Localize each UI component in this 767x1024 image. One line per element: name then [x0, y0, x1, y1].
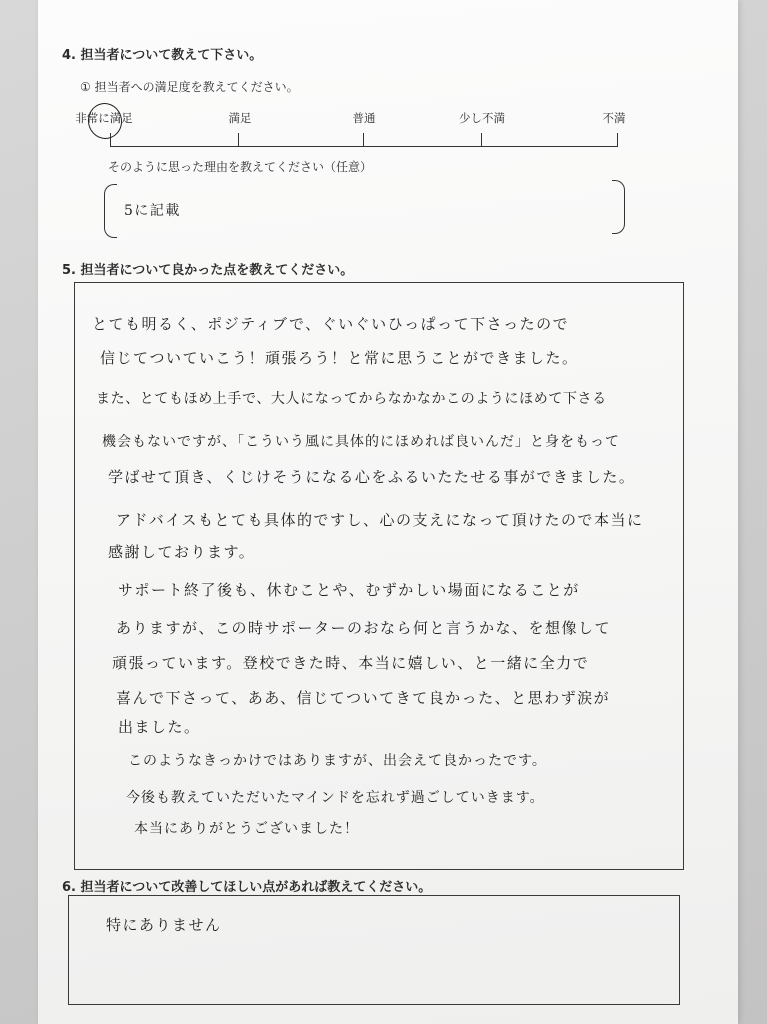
q5-line: サポート終了後も、休むことや、むずかしい場面になることが	[118, 581, 580, 599]
q5-line: また、とてもほめ上手で、大人になってからなかなかこのようにほめて下さる	[96, 391, 607, 407]
q5-line: 喜んで下さって、ああ、信じてついてきて良かった、と思わず涙が	[116, 689, 611, 707]
q5-answer-box[interactable]	[74, 282, 684, 870]
reason-bracket-right	[612, 180, 625, 234]
q5-line: 感謝しております。	[108, 543, 256, 561]
q6-answer-box[interactable]	[68, 895, 680, 1005]
q5-line: 今後も教えていただいたマインドを忘れず過ごしていきます。	[126, 790, 545, 806]
q5-line: 出ました。	[118, 718, 201, 736]
q5-line: とても明るく、ポジティブで、ぐいぐいひっぱって下さったので	[92, 315, 570, 333]
q6-answer: 特にありません	[106, 916, 222, 934]
scale-tick	[238, 133, 239, 146]
reason-bracket-left	[104, 184, 117, 238]
q4-sub-question: ① 担当者への満足度を教えてください。	[80, 80, 299, 94]
q5-line: 頑張っています。登校できた時、本当に嬉しい、と一緒に全力で	[112, 654, 590, 672]
scale-tick	[363, 133, 364, 146]
scale-tick	[617, 133, 618, 146]
q5-line: 機会もないですが、「こういう風に具体的にほめれば良いんだ」と身をもって	[102, 434, 620, 450]
q5-line: 本当にありがとうございました！	[134, 821, 359, 837]
q5-line: 学ばせて頂き、くじけそうになる心をふるいたたせる事ができました。	[108, 468, 636, 486]
q5-line: ありますが、この時サポーターのおなら何と言うかな、を想像して	[116, 619, 612, 637]
scale-label-slightly-dissatisfied: 少し不満	[459, 111, 505, 125]
q4-heading: 4. 担当者について教えて下さい。	[62, 48, 263, 63]
scale-label-dissatisfied: 不満	[602, 111, 626, 125]
q5-heading: 5. 担当者について良かった点を教えてください。	[62, 263, 354, 278]
scale-label-satisfied: 満足	[228, 111, 252, 125]
scale-label-neutral: 普通	[352, 111, 376, 125]
satisfaction-scale-line	[110, 146, 618, 147]
q5-line: アドバイスもとても具体的ですし、心の支えになって頂けたので本当に	[116, 511, 644, 529]
reason-label: そのように思った理由を教えてください（任意）	[108, 160, 373, 174]
q6-heading: 6. 担当者について改善してほしい点があれば教えてください。	[62, 880, 432, 895]
scale-label-very-satisfied: 非常に満足	[75, 111, 133, 125]
q5-line: このようなきっかけではありますが、出会えて良かったです。	[128, 753, 547, 769]
scale-tick	[481, 133, 482, 146]
reason-answer[interactable]: 5に記載	[124, 203, 181, 219]
q5-line: 信じてついていこう！頑張ろう！と常に思うことができました。	[100, 349, 579, 367]
